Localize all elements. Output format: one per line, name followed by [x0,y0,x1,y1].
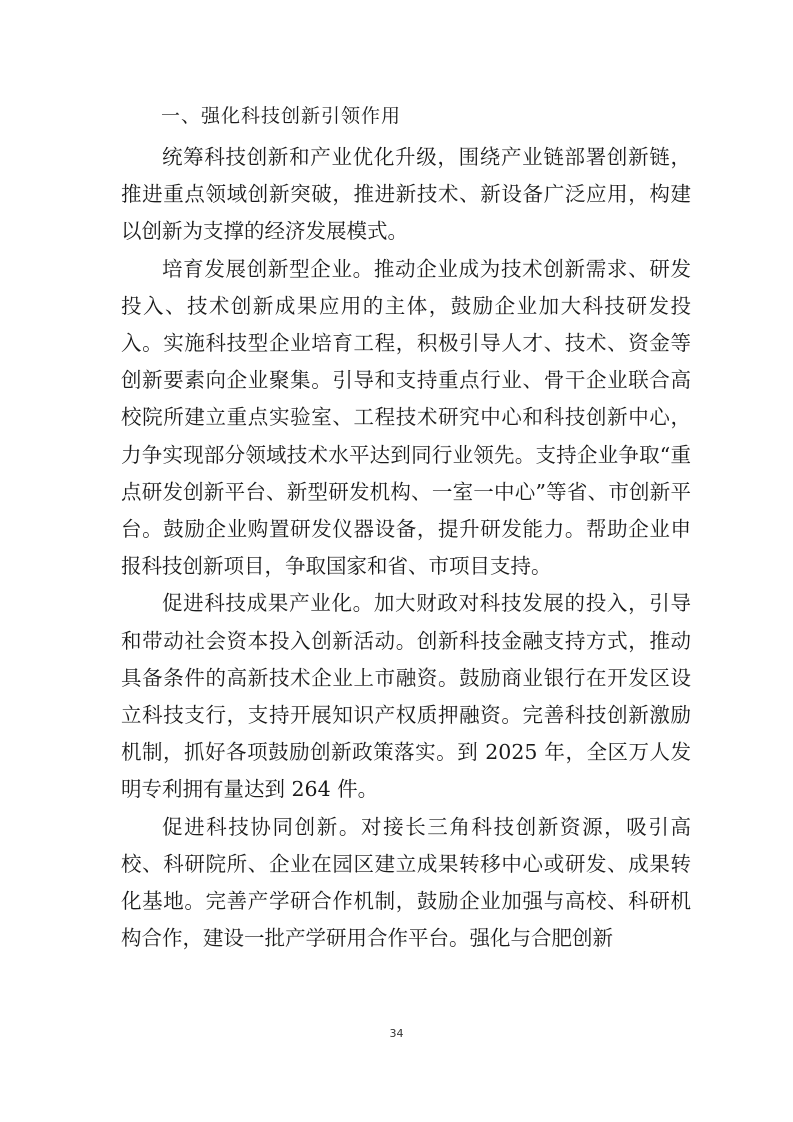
paragraph-text: 对接长三角科技创新资源，吸引高校、科研院所、企业在园区建立成果转移中心或研发、成果转化基地。完善产学研合作机制，鼓励企业加强与高校、科研机构合作，建设一批产学研用合作平台。强化与合肥创新 [121,814,692,951]
paragraph-innovative-enterprises [121,251,691,586]
paragraph-text: 统筹科技创新和产业优化升级，围绕产业链部署创新链，推进重点领域创新突破，推进新技术、新设备广泛应用，构建以创新为支撑的经济发展模式。 [121,145,691,244]
paragraph-collaborative-innovation [121,809,691,958]
paragraph-text: 加大财政对科技发展的投入，引导和带动社会资本投入创新活动。创新科技金融支持方式，推动具备条件的高新技术企业上市融资。鼓励商业银行在开发区设立科技支行，支持开展知识产权质押融资。完善科技创新激励机制，抓好各项鼓励创新政策落实。到 2025 年，全区万人发明专利拥有量达到 264 件。 [121,591,691,802]
paragraph-title: 促进科技协同创新。 [162,814,361,839]
body-text [121,139,691,957]
paragraph-intro [121,139,691,251]
section-heading: 一、强化科技创新引领作用 [161,105,402,127]
page-number: 34 [389,1027,404,1040]
paragraph-text: 推动企业成为技术创新需求、研发投入、技术创新成果应用的主体，鼓励企业加大科技研发投入。实施科技型企业培育工程，积极引导人才、技术、资金等创新要素向企业聚集。引导和支持重点行业、骨干企业联合高校院所建立重点实验室、工程技术研究中心和科技创新中心，力争实现部分领域技术水平达到同行业领先。支持企业争取“重点研发创新平台、新型研发机构、一室一中心”等省、市创新平台。鼓励企业购置研发仪器设备，提升研发能力。帮助企业申报科技创新项目，争取国家和省、市项目支持。 [121,256,691,579]
paragraph-title: 培育发展创新型企业。 [162,256,374,281]
paragraph-industrialization [121,585,691,808]
paragraph-title: 促进科技成果产业化。 [162,591,374,616]
